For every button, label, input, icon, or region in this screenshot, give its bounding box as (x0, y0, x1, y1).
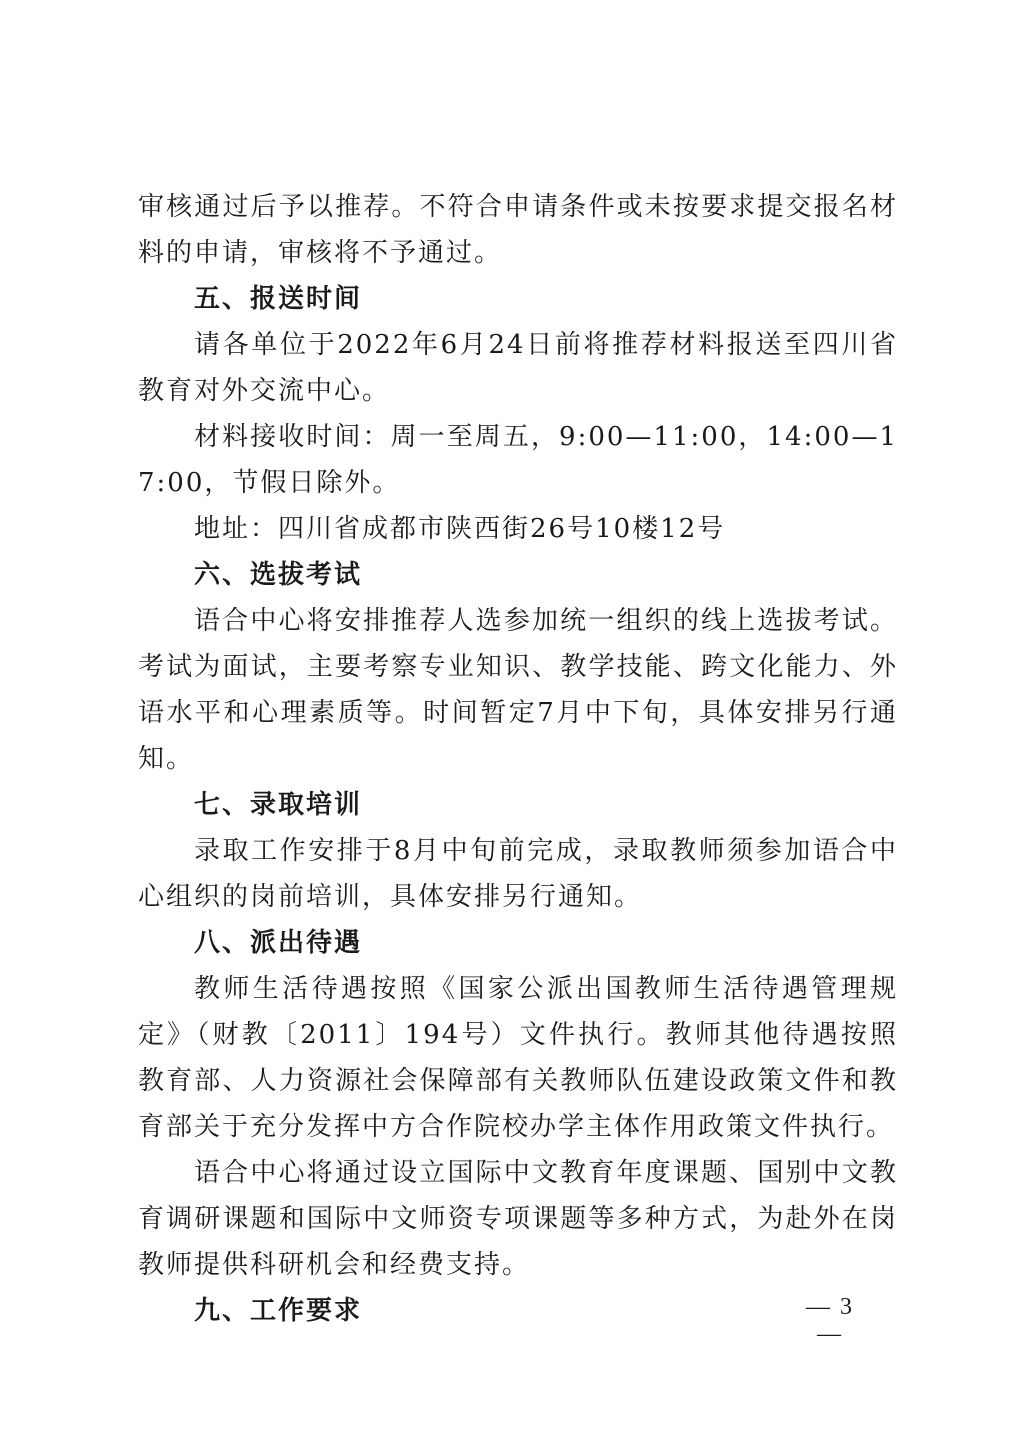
section-heading-selection-exam: 六、选拔考试 (194, 560, 363, 590)
section-heading-dispatch-benefits: 八、派出待遇 (194, 928, 363, 958)
paragraph-address: 地址：四川省成都市陕西街26号10楼12号 (194, 514, 726, 544)
page-number: — 3 — (806, 1294, 854, 1347)
paragraph-submission-deadline: 请各单位于2022年6月24日前将推荐材料报送至四川省教育对外交流中心。 (138, 330, 898, 406)
document-body (138, 184, 898, 1334)
paragraph-receiving-hours: 材料接收时间：周一至周五，9:00—11:00，14:00—17:00，节假日除外。 (138, 422, 898, 498)
paragraph-research-support: 语合中心将通过设立国际中文教育年度课题、国别中文教育调研课题和国际中文师资专项课题等多种方式，为赴外在岗教师提供科研机会和经费支持。 (138, 1158, 898, 1280)
section-heading-work-requirements: 九、工作要求 (194, 1296, 363, 1326)
paragraph-review-result: 审核通过后予以推荐。不符合申请条件或未按要求提交报名材料的申请，审核将不予通过。 (138, 192, 898, 268)
paragraph-admission-training: 录取工作安排于8月中旬前完成，录取教师须参加语合中心组织的岗前培训，具体安排另行通知。 (138, 836, 898, 912)
section-heading-admission-training: 七、录取培训 (194, 790, 363, 820)
paragraph-selection-exam: 语合中心将安排推荐人选参加统一组织的线上选拔考试。考试为面试，主要考察专业知识、教学技能、跨文化能力、外语水平和心理素质等。时间暂定7月中下旬，具体安排另行通知。 (138, 606, 898, 774)
paragraph-living-benefits: 教师生活待遇按照《国家公派出国教师生活待遇管理规定》（财教〔2011〕194号）文件执行。教师其他待遇按照教育部、人力资源社会保障部有关教师队伍建设政策文件和教育部关于充分发挥中方合作院校办学主体作用政策文件执行。 (138, 974, 898, 1142)
section-heading-submission-time: 五、报送时间 (194, 284, 363, 314)
